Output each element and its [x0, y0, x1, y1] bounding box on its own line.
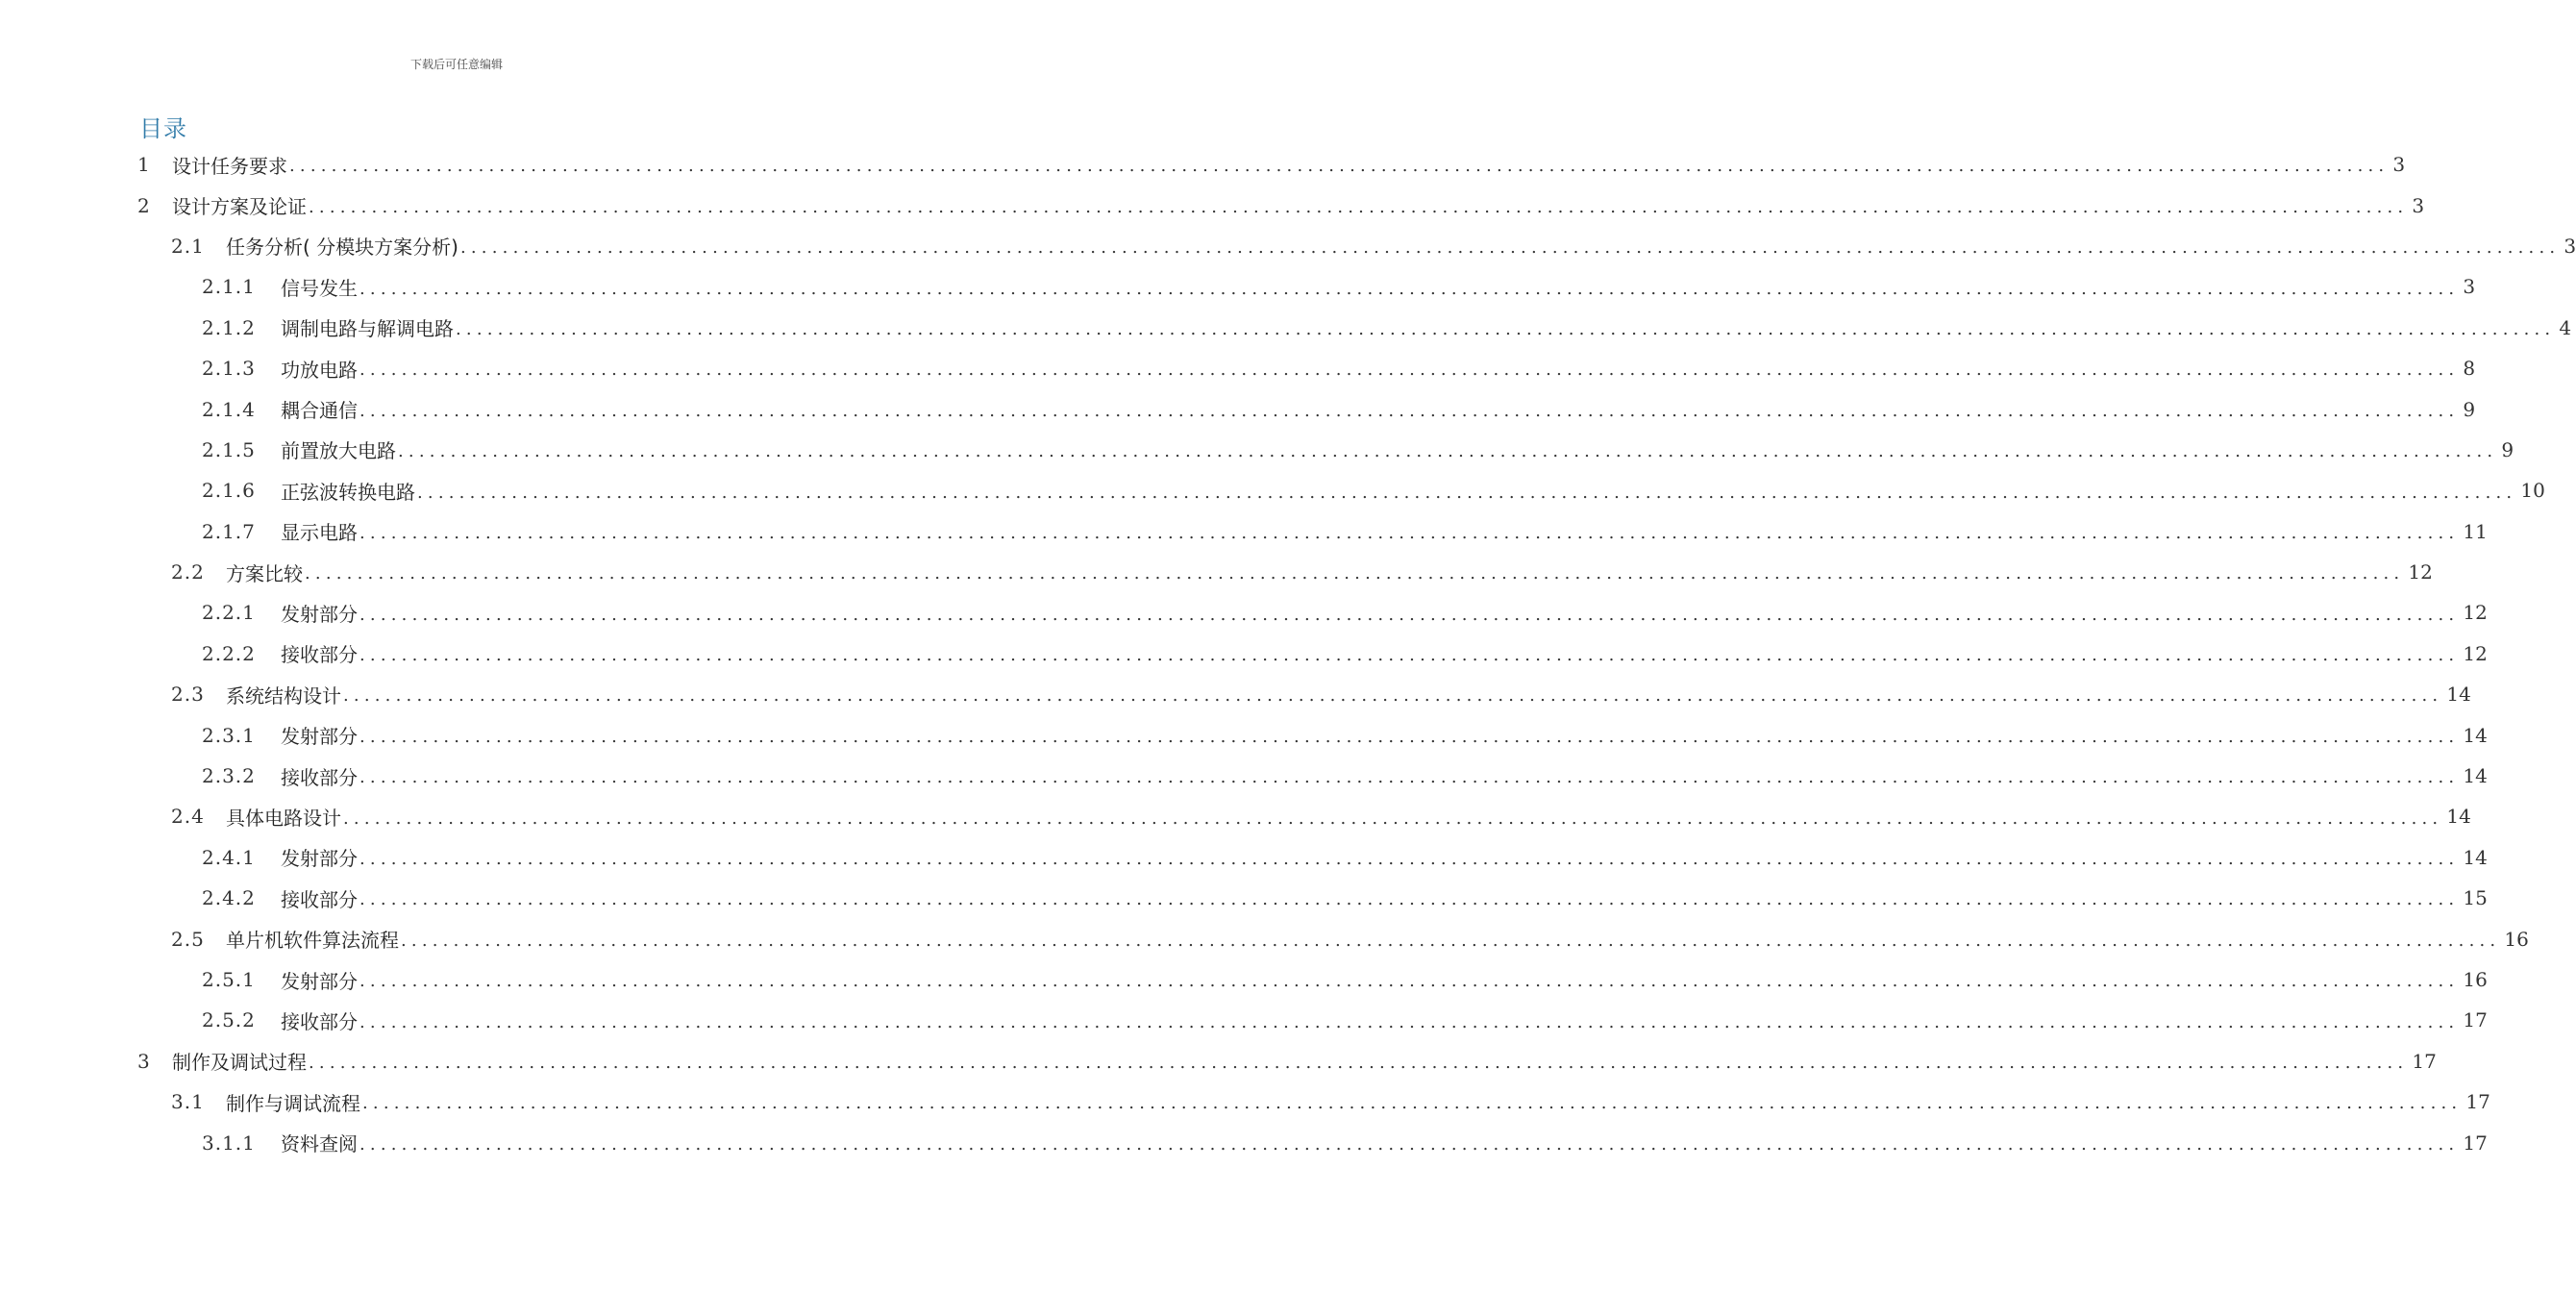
toc-entry[interactable] [202, 511, 2488, 552]
toc-entry-number: 2.3.2 [202, 764, 256, 788]
toc-leader-dots: ........................................................................................................................................................................................................ [289, 156, 2390, 177]
toc-leader-dots: ........................................................................................................................................................................................................ [359, 645, 2460, 666]
toc-leader-dots: ........................................................................................................................................................................................................ [359, 604, 2460, 625]
toc-entry-page: 10 [2520, 479, 2545, 503]
toc-entry-label: 接收部分 [281, 1009, 358, 1033]
toc-leader-dots: ........................................................................................................................................................................................................ [359, 522, 2460, 543]
toc-entry-label: 方案比较 [226, 561, 303, 585]
toc-entry[interactable] [137, 144, 2406, 185]
toc-entry-page: 14 [2463, 723, 2488, 747]
toc-entry-label: 任务分析( 分模块方案分析) [226, 236, 458, 260]
toc-entry[interactable] [171, 1081, 2490, 1122]
toc-entry-page: 9 [2501, 437, 2514, 461]
toc-entry-label: 正弦波转换电路 [281, 480, 415, 504]
toc-leader-dots: ........................................................................................................................................................................................................ [305, 563, 2405, 584]
toc-entry-number: 2.2 [171, 560, 205, 584]
toc-leader-dots: ........................................................................................................................................................................................................ [359, 849, 2460, 870]
toc-entry[interactable] [202, 348, 2476, 388]
toc-entry[interactable] [171, 552, 2433, 592]
toc-leader-dots: ........................................................................................................................................................................................................ [359, 971, 2460, 992]
toc-entry-label: 发射部分 [281, 847, 358, 871]
toc-entry-number: 2.3.1 [202, 723, 256, 747]
toc-entry-label: 发射部分 [281, 725, 358, 749]
toc-entry[interactable] [202, 388, 2476, 429]
toc-entry-label: 制作及调试过程 [172, 1051, 307, 1075]
toc-entry-page: 17 [2463, 1008, 2488, 1032]
toc-entry-page: 14 [2463, 764, 2488, 788]
toc-entry-label: 设计方案及论证 [172, 195, 307, 219]
toc-entry[interactable] [202, 959, 2488, 1000]
toc-entry-label: 接收部分 [281, 887, 358, 911]
toc-entry[interactable] [137, 1041, 2437, 1081]
toc-entry-number: 2.1.1 [202, 275, 256, 299]
toc-leader-dots: ........................................................................................................................................................................................................ [309, 196, 2409, 217]
toc-entry-label: 调制电路与解调电路 [281, 317, 454, 341]
toc-leader-dots: ........................................................................................................................................................................................................ [359, 889, 2460, 910]
toc-entry-number: 2.4.1 [202, 845, 256, 869]
toc-leader-dots: ........................................................................................................................................................................................................ [359, 767, 2460, 788]
toc-entry-page: 16 [2504, 927, 2529, 951]
toc-leader-dots: ........................................................................................................................................................................................................ [359, 1011, 2460, 1032]
toc-entry-page: 12 [2463, 641, 2488, 665]
toc-leader-dots: ........................................................................................................................................................................................................ [309, 1052, 2409, 1073]
toc-entry-number: 2.5.1 [202, 968, 256, 991]
toc-entry[interactable] [202, 714, 2488, 755]
toc-entry-label: 制作与调试流程 [226, 1091, 360, 1115]
toc-entry-number: 2.4 [171, 805, 205, 829]
toc-leader-dots: ........................................................................................................................................................................................................ [359, 360, 2460, 381]
toc-entry-page: 3 [2564, 234, 2576, 258]
toc-entry-number: 2.1.3 [202, 357, 256, 381]
toc-entry-number: 3.1.1 [202, 1130, 256, 1155]
toc-entry-page: 15 [2463, 886, 2488, 910]
toc-entry-label: 耦合通信 [281, 399, 358, 423]
toc-entry-label: 发射部分 [281, 602, 358, 626]
toc-entry[interactable] [202, 430, 2514, 470]
toc-list [0, 144, 2576, 1163]
toc-entry-number: 2.1 [171, 234, 205, 258]
toc-entry-page: 12 [2408, 560, 2433, 584]
toc-entry-label: 具体电路设计 [226, 806, 341, 830]
toc-entry-number: 2.1.4 [202, 397, 256, 421]
toc-leader-dots: ........................................................................................................................................................................................................ [362, 1093, 2463, 1114]
toc-entry-number: 2.2.2 [202, 641, 256, 665]
page-header: 下载后可任意编辑 [409, 58, 503, 71]
toc-entry-number: 1 [137, 153, 151, 177]
toc-entry-number: 2.5 [171, 927, 205, 951]
toc-entry[interactable] [202, 634, 2488, 674]
toc-entry[interactable] [202, 1122, 2488, 1162]
toc-entry[interactable] [137, 185, 2425, 225]
toc-entry-number: 3 [137, 1049, 151, 1073]
toc-entry-number: 2.5.2 [202, 1008, 256, 1032]
toc-entry-label: 前置放大电路 [281, 439, 396, 463]
toc-leader-dots: ........................................................................................................................................................................................................ [343, 685, 2443, 707]
toc-entry-number: 2.1.2 [202, 315, 256, 339]
toc-leader-dots: ........................................................................................................................................................................................................ [401, 930, 2501, 951]
toc-entry-page: 4 [2559, 315, 2572, 339]
toc-entry-page: 16 [2463, 968, 2488, 991]
toc-entry[interactable] [202, 1000, 2488, 1040]
toc-entry-number: 2.1.6 [202, 479, 256, 503]
toc-entry-number: 2.1.5 [202, 437, 256, 461]
toc-entry-label: 接收部分 [281, 765, 358, 789]
toc-entry-page: 3 [2463, 275, 2476, 299]
toc-leader-dots: ........................................................................................................................................................................................................ [343, 808, 2443, 829]
toc-entry-page: 14 [2446, 805, 2471, 829]
toc-entry-page: 3 [2412, 193, 2425, 217]
toc-leader-dots: ........................................................................................................................................................................................................ [417, 482, 2517, 503]
toc-entry-label: 单片机软件算法流程 [226, 929, 399, 953]
toc-leader-dots: ........................................................................................................................................................................................................ [398, 441, 2498, 462]
toc-entry-label: 设计任务要求 [172, 154, 287, 178]
toc-entry-page: 9 [2463, 397, 2476, 421]
toc-entry[interactable] [202, 878, 2488, 918]
toc-entry-label: 发射部分 [281, 969, 358, 993]
toc-entry[interactable] [202, 592, 2488, 633]
toc-entry[interactable] [202, 837, 2488, 878]
toc-entry-page: 17 [2412, 1049, 2437, 1073]
toc-leader-dots: ........................................................................................................................................................................................................ [459, 237, 2561, 259]
toc-entry[interactable] [171, 796, 2471, 836]
toc-entry-label: 资料查阅 [281, 1132, 358, 1156]
toc-entry-label: 显示电路 [281, 521, 358, 545]
toc-entry-number: 2.3 [171, 683, 205, 707]
toc-entry-number: 2.4.2 [202, 886, 256, 910]
toc-entry-label: 系统结构设计 [226, 683, 341, 708]
toc-entry-number: 2.1.7 [202, 519, 256, 543]
toc-entry-page: 12 [2463, 601, 2488, 625]
toc-leader-dots: ........................................................................................................................................................................................................ [456, 318, 2556, 339]
toc-entry-page: 17 [2463, 1130, 2488, 1155]
toc-entry-label: 功放电路 [281, 358, 358, 382]
toc-entry-number: 2 [137, 193, 151, 217]
toc-leader-dots: ........................................................................................................................................................................................................ [359, 278, 2460, 299]
toc-entry-number: 3.1 [171, 1090, 205, 1114]
toc-entry[interactable] [202, 470, 2545, 510]
toc-entry[interactable] [202, 266, 2476, 307]
toc-title: 目录 [139, 115, 187, 142]
toc-entry[interactable] [171, 226, 2576, 266]
toc-entry[interactable] [202, 756, 2488, 796]
toc-entry[interactable] [171, 674, 2471, 714]
toc-entry-label: 信号发生 [281, 276, 358, 300]
toc-leader-dots: ........................................................................................................................................................................................................ [359, 1133, 2460, 1155]
toc-leader-dots: ........................................................................................................................................................................................................ [359, 726, 2460, 747]
toc-entry-page: 11 [2463, 519, 2488, 543]
toc-leader-dots: ........................................................................................................................................................................................................ [359, 400, 2460, 421]
toc-entry-page: 17 [2465, 1090, 2490, 1114]
toc-entry[interactable] [202, 308, 2572, 348]
toc-entry-page: 3 [2392, 153, 2406, 177]
toc-entry-page: 8 [2463, 357, 2476, 381]
toc-entry-label: 接收部分 [281, 643, 358, 667]
toc-entry-page: 14 [2463, 845, 2488, 869]
toc-entry-page: 14 [2446, 683, 2471, 707]
toc-entry[interactable] [171, 918, 2529, 958]
toc-entry-number: 2.2.1 [202, 601, 256, 625]
